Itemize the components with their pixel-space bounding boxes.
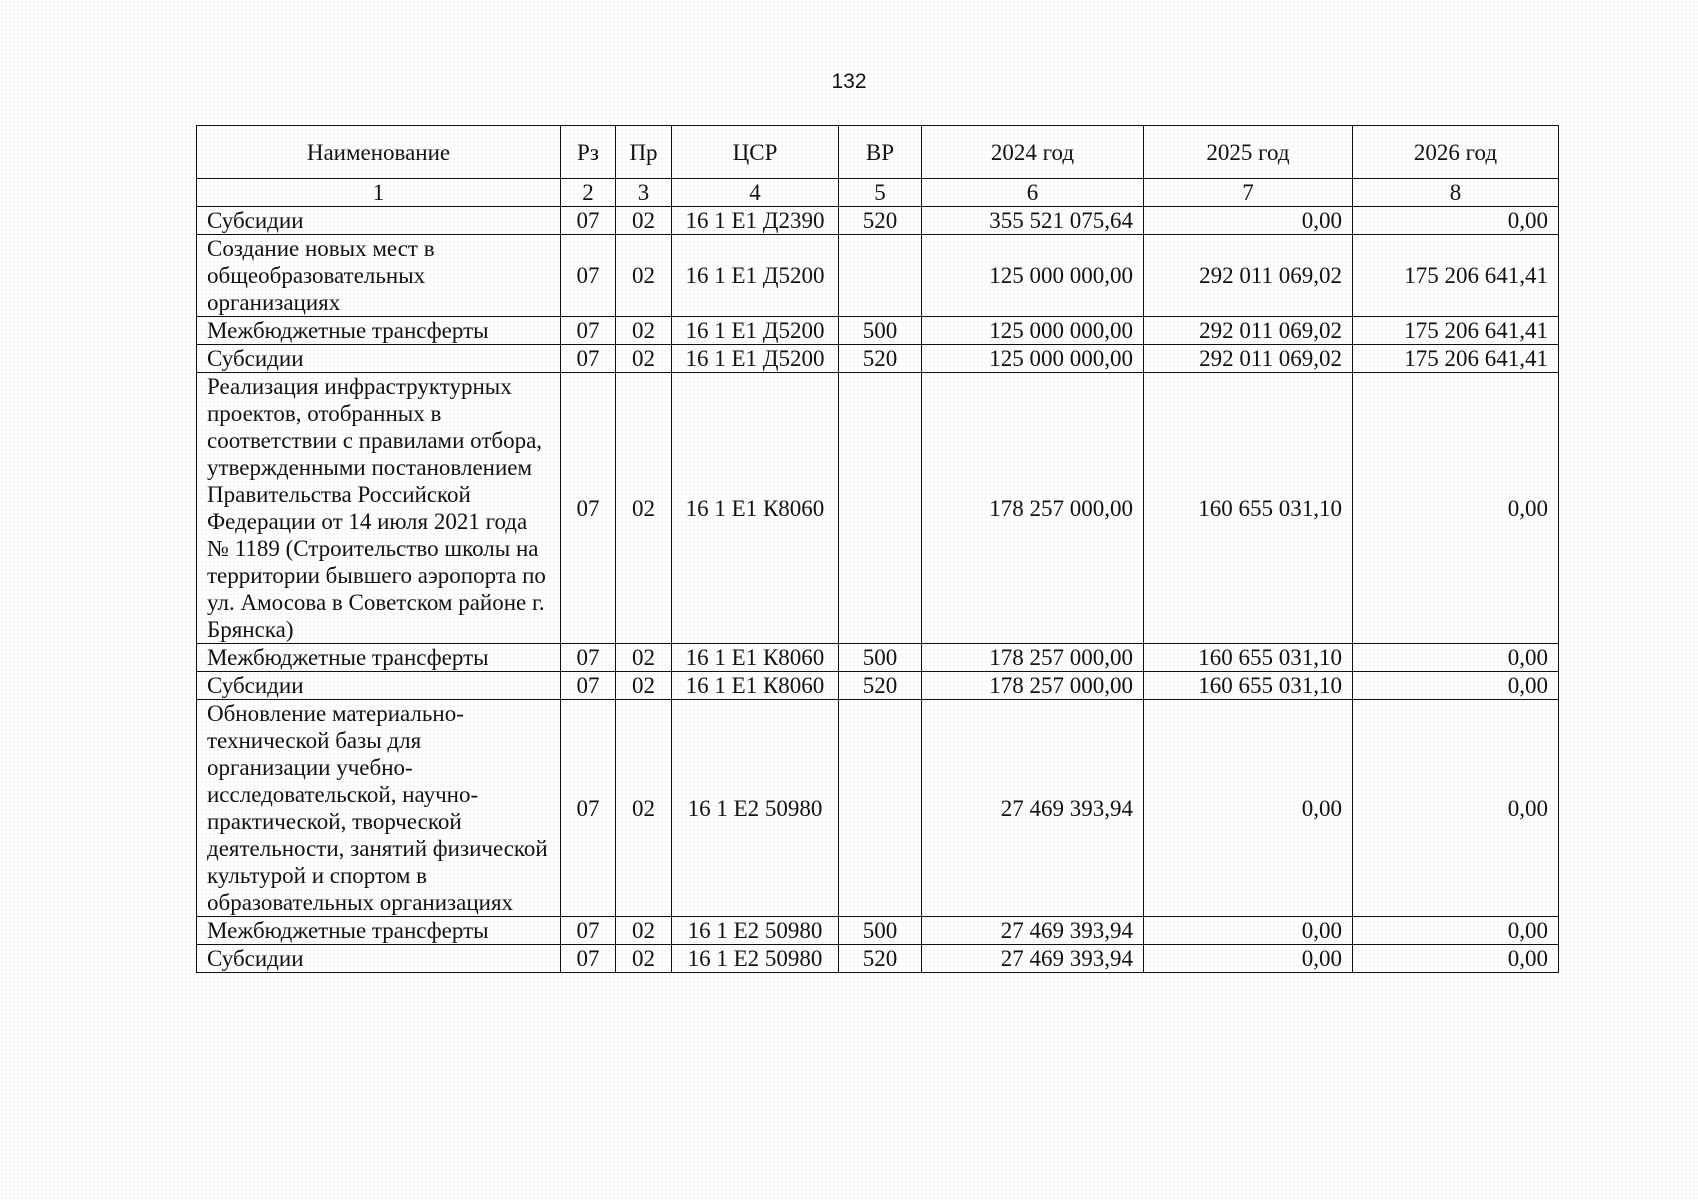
cell-2024: 178 257 000,00	[922, 672, 1144, 700]
cell-rz: 07	[561, 672, 616, 700]
cell-2024: 125 000 000,00	[922, 235, 1144, 317]
cell-pr: 02	[616, 945, 672, 973]
column-number: 2	[561, 179, 616, 207]
cell-name: Межбюджетные трансферты	[197, 644, 561, 672]
table-row	[197, 945, 1559, 973]
table-row	[197, 373, 1559, 644]
column-number: 8	[1353, 179, 1559, 207]
header-2024: 2024 год	[922, 126, 1144, 179]
cell-name: Субсидии	[197, 345, 561, 373]
cell-csr: 16 1 Е2 50980	[672, 700, 839, 917]
cell-csr: 16 1 Е1 К8060	[672, 672, 839, 700]
column-number: 4	[672, 179, 839, 207]
column-number-row	[197, 179, 1559, 207]
cell-2026: 0,00	[1353, 644, 1559, 672]
cell-csr: 16 1 Е2 50980	[672, 917, 839, 945]
cell-rz: 07	[561, 945, 616, 973]
header-csr: ЦСР	[672, 126, 839, 179]
cell-vr: 520	[839, 672, 922, 700]
cell-rz: 07	[561, 917, 616, 945]
cell-2024: 27 469 393,94	[922, 945, 1144, 973]
cell-2026: 175 206 641,41	[1353, 345, 1559, 373]
table-row	[197, 317, 1559, 345]
cell-name: Обновление материально-технической базы для организации учебно-исследовательской, научно-практической, творческой деятельности, занятий физической культурой и спортом в образовательных организациях	[197, 700, 561, 917]
cell-2024: 178 257 000,00	[922, 644, 1144, 672]
cell-2025: 160 655 031,10	[1144, 644, 1353, 672]
cell-2026: 175 206 641,41	[1353, 317, 1559, 345]
header-name: Наименование	[197, 126, 561, 179]
header-vr: ВР	[839, 126, 922, 179]
table-row	[197, 235, 1559, 317]
cell-2026: 0,00	[1353, 207, 1559, 235]
column-number: 1	[197, 179, 561, 207]
table-row	[197, 700, 1559, 917]
cell-2025: 0,00	[1144, 207, 1353, 235]
cell-vr: 500	[839, 317, 922, 345]
cell-2025: 292 011 069,02	[1144, 317, 1353, 345]
cell-2026: 0,00	[1353, 672, 1559, 700]
header-row	[197, 126, 1559, 179]
cell-pr: 02	[616, 235, 672, 317]
header-2025: 2025 год	[1144, 126, 1353, 179]
cell-2024: 178 257 000,00	[922, 373, 1144, 644]
table-row	[197, 207, 1559, 235]
cell-pr: 02	[616, 373, 672, 644]
cell-name: Реализация инфраструктурных проектов, отобранных в соответствии с правилами отбора, утвержденными постановлением Правительства Российской Федерации от 14 июля 2021 года № 1189 (Строительство школы на территории бывшего аэропорта по ул. Амосова в Советском районе г. Брянска)	[197, 373, 561, 644]
cell-vr	[839, 700, 922, 917]
cell-name: Создание новых мест в общеобразовательных организациях	[197, 235, 561, 317]
cell-2024: 355 521 075,64	[922, 207, 1144, 235]
cell-rz: 07	[561, 700, 616, 917]
cell-2025: 292 011 069,02	[1144, 345, 1353, 373]
cell-csr: 16 1 Е1 Д5200	[672, 317, 839, 345]
cell-pr: 02	[616, 672, 672, 700]
page-number: 132	[831, 70, 867, 93]
cell-vr	[839, 235, 922, 317]
cell-vr: 500	[839, 917, 922, 945]
cell-2026: 0,00	[1353, 917, 1559, 945]
cell-csr: 16 1 Е1 Д2390	[672, 207, 839, 235]
cell-2024: 27 469 393,94	[922, 917, 1144, 945]
column-number: 5	[839, 179, 922, 207]
cell-name: Субсидии	[197, 207, 561, 235]
header-2026: 2026 год	[1353, 126, 1559, 179]
cell-name: Межбюджетные трансферты	[197, 917, 561, 945]
cell-pr: 02	[616, 700, 672, 917]
cell-pr: 02	[616, 317, 672, 345]
table-row	[197, 644, 1559, 672]
cell-pr: 02	[616, 207, 672, 235]
cell-2025: 160 655 031,10	[1144, 672, 1353, 700]
cell-2026: 0,00	[1353, 373, 1559, 644]
cell-csr: 16 1 Е1 К8060	[672, 373, 839, 644]
cell-2026: 0,00	[1353, 700, 1559, 917]
cell-vr	[839, 373, 922, 644]
cell-pr: 02	[616, 917, 672, 945]
cell-csr: 16 1 Е2 50980	[672, 945, 839, 973]
cell-2025: 292 011 069,02	[1144, 235, 1353, 317]
cell-rz: 07	[561, 373, 616, 644]
cell-vr: 520	[839, 945, 922, 973]
cell-csr: 16 1 Е1 Д5200	[672, 345, 839, 373]
cell-2025: 160 655 031,10	[1144, 373, 1353, 644]
cell-vr: 520	[839, 345, 922, 373]
column-number: 7	[1144, 179, 1353, 207]
cell-rz: 07	[561, 235, 616, 317]
cell-name: Субсидии	[197, 945, 561, 973]
cell-2025: 0,00	[1144, 917, 1353, 945]
column-number: 6	[922, 179, 1144, 207]
cell-2026: 175 206 641,41	[1353, 235, 1559, 317]
cell-name: Межбюджетные трансферты	[197, 317, 561, 345]
cell-2025: 0,00	[1144, 700, 1353, 917]
cell-2026: 0,00	[1353, 945, 1559, 973]
cell-2024: 27 469 393,94	[922, 700, 1144, 917]
cell-vr: 520	[839, 207, 922, 235]
cell-rz: 07	[561, 317, 616, 345]
cell-vr: 500	[839, 644, 922, 672]
header-rz: Рз	[561, 126, 616, 179]
cell-name: Субсидии	[197, 672, 561, 700]
cell-pr: 02	[616, 345, 672, 373]
cell-2024: 125 000 000,00	[922, 345, 1144, 373]
cell-rz: 07	[561, 644, 616, 672]
table-body	[197, 207, 1559, 973]
table-row	[197, 672, 1559, 700]
header-pr: Пр	[616, 126, 672, 179]
budget-table	[196, 125, 1559, 973]
table-row	[197, 345, 1559, 373]
cell-pr: 02	[616, 644, 672, 672]
cell-2025: 0,00	[1144, 945, 1353, 973]
cell-csr: 16 1 Е1 Д5200	[672, 235, 839, 317]
cell-csr: 16 1 Е1 К8060	[672, 644, 839, 672]
cell-rz: 07	[561, 345, 616, 373]
table-row	[197, 917, 1559, 945]
cell-rz: 07	[561, 207, 616, 235]
cell-2024: 125 000 000,00	[922, 317, 1144, 345]
column-number: 3	[616, 179, 672, 207]
